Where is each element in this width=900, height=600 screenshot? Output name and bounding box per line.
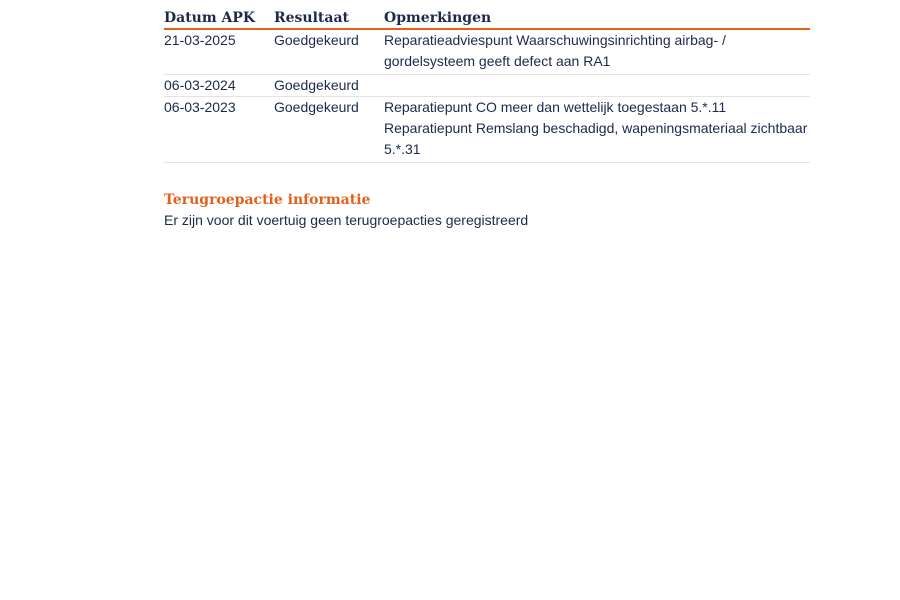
row-date: 06-03-2024 xyxy=(164,75,274,97)
row-date: 06-03-2023 xyxy=(164,97,274,163)
apk-history-table xyxy=(164,4,810,163)
remark-text: Reparatiepunt CO meer dan wettelijk toegestaan 5.*.11 xyxy=(384,99,727,115)
remark-text: Reparatieadviespunt Waarschuwingsinrichting airbag- / gordelsysteem geeft defect aan RA1 xyxy=(384,32,726,69)
table-row xyxy=(164,97,810,163)
recall-text: Er zijn voor dit voertuig geen terugroepacties geregistreerd xyxy=(164,212,529,228)
recall-section xyxy=(164,190,528,231)
table-row xyxy=(164,75,810,97)
row-result: Goedgekeurd xyxy=(274,29,384,75)
row-result: Goedgekeurd xyxy=(274,75,384,97)
row-remarks xyxy=(384,75,810,97)
table-row xyxy=(164,29,810,75)
row-remarks xyxy=(384,97,810,163)
remark-text: Reparatiepunt Remslang beschadigd, wapeningsmateriaal zichtbaar 5.*.31 xyxy=(384,120,808,157)
table-header-row xyxy=(164,4,810,29)
recall-title: Terugroepactie informatie xyxy=(164,192,371,208)
header-date: Datum APK xyxy=(164,4,274,29)
row-remarks xyxy=(384,29,810,75)
row-date: 21-03-2025 xyxy=(164,29,274,75)
header-remarks: Opmerkingen xyxy=(384,4,810,29)
header-result: Resultaat xyxy=(274,4,384,29)
row-result: Goedgekeurd xyxy=(274,97,384,163)
